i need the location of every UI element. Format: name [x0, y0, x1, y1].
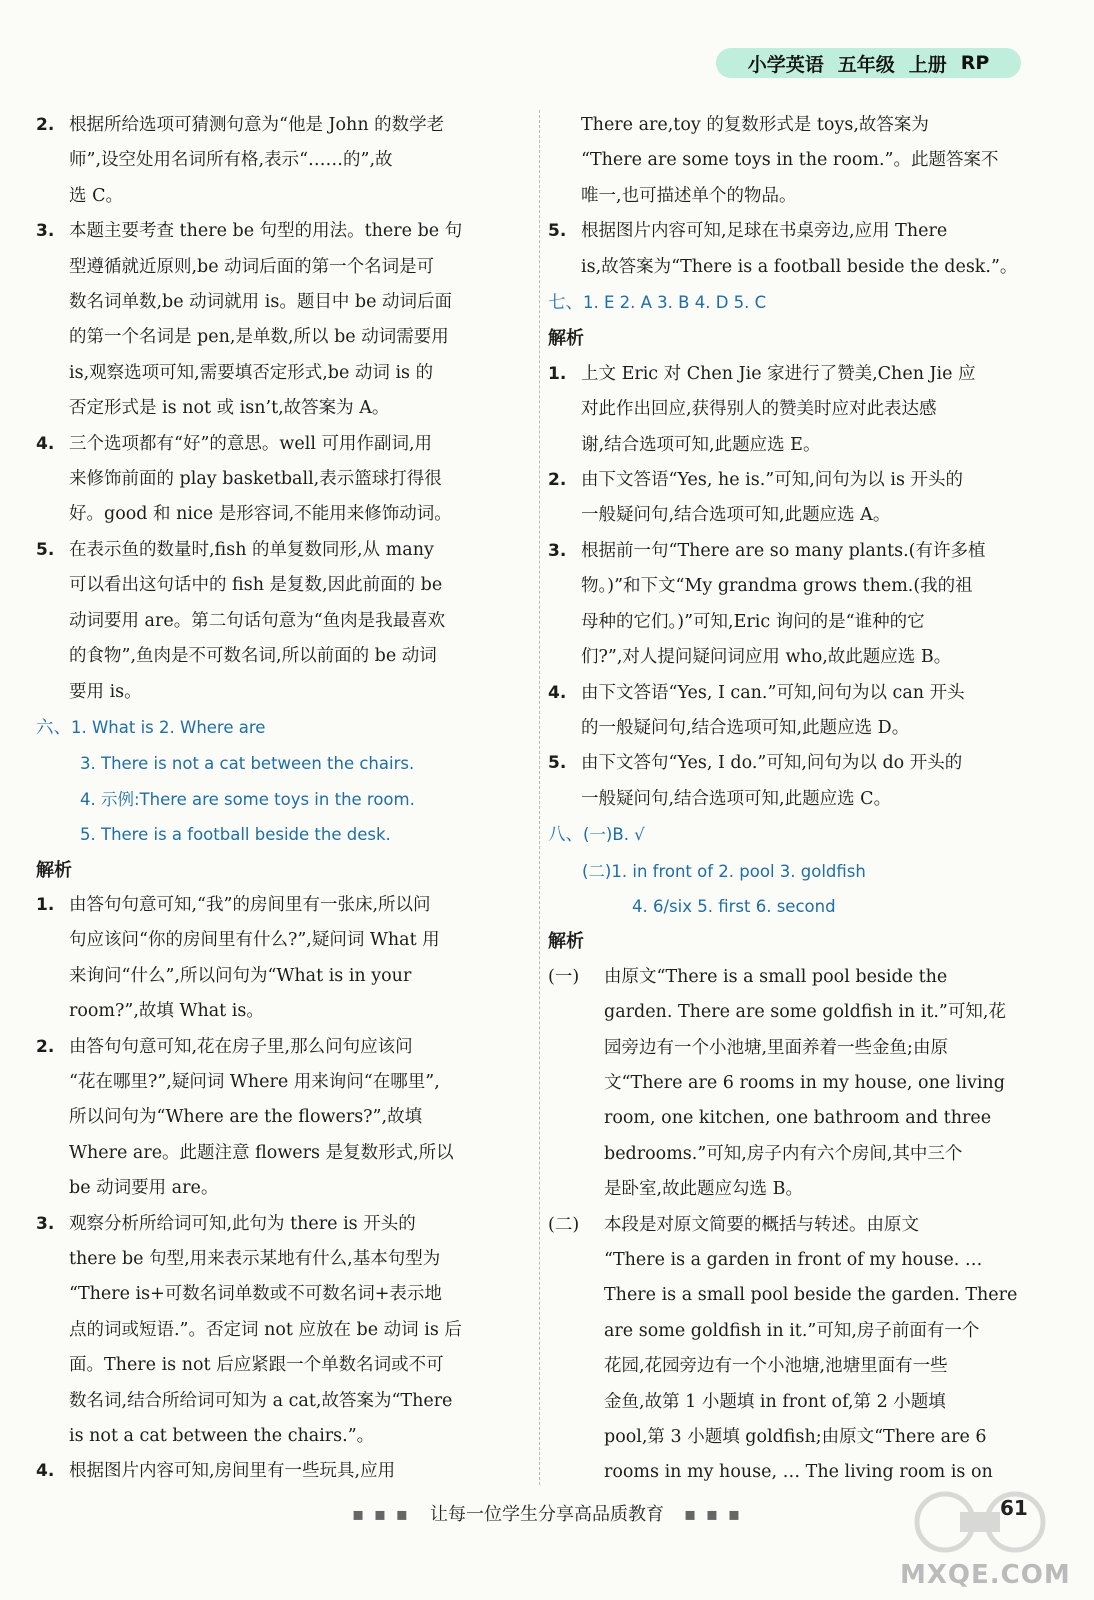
text-line: 母种的它们。)”可知,Eric 询问的是“谁种的它 [581, 611, 925, 632]
text-line: There is a small pool beside the garden. There [604, 1285, 1018, 1306]
text-line: be 动词要用 are。 [69, 1178, 219, 1199]
section-7-label: 七、 [548, 293, 583, 314]
right-explain-g2: (二) 本段是对原文简要的概括与转述。由原文 “There is a garden in front of my house. … There is a small pool beside the garden. There are some goldfish in it.”可知,房子前面有一个 花园,花园旁边有一个小池塘,池塘里面有一些 金鱼,故第 1 小题填 in front of,第 2 小题填 pool,第 3 小题填 goldfish;由原文“There are 6 rooms in my house, … The living room is on [548, 1208, 1030, 1491]
text-line: 本段是对原文简要的概括与转述。由原文 [604, 1214, 919, 1235]
text-block [69, 888, 518, 1030]
text-line: rooms in my house, … The living room is on [604, 1462, 993, 1483]
text-line: 要用 is。 [69, 681, 142, 702]
text-line: is not a cat between the chairs.”。 [69, 1426, 375, 1447]
right-explain-g1: (一) 由原文“There is a small pool beside the garden. There are some goldfish in it.”可知,花 园旁边有一个小池塘,里面养着一些金鱼;由原 文“There are 6 rooms in my house, one living room, one kitchen, one bathroom and three bedrooms.”可知,房子内有六个房间,其中三个 是卧室,故此题应勾选 B。 [548, 960, 1030, 1208]
text-line: 花园,花园旁边有一个小池塘,池塘里面有一些 [604, 1356, 948, 1377]
watermark-text: MXQE.COM [900, 1560, 1071, 1590]
right-explain-f1: 1. 上文 Eric 对 Chen Jie 家进行了赞美,Chen Jie 应 对此作出回应,获得别人的赞美时应对此表达感 谢,结合选项可知,此题应选 E。 [548, 357, 1030, 463]
watermark-logo-icon [900, 1482, 1060, 1562]
text-line: “There is a garden in front of my house. … [604, 1250, 983, 1270]
answer-line: 1. What is 2. Where are [71, 717, 266, 737]
text-line: 根据图片内容可知,房间里有一些玩具,应用 [69, 1461, 396, 1482]
answer-line: 4. 6/six 5. first 6. second [632, 896, 836, 916]
text-line: 选 C。 [69, 185, 123, 206]
text-line: 所以问句为“Where are the flowers?”,故填 [69, 1107, 423, 1128]
left-column [36, 108, 518, 1490]
right-explain-f2: 2. 由下文答语“Yes, he is.”可知,问句为以 is 开头的 一般疑问句,结合选项可知,此题应选 A。 [548, 463, 1030, 534]
text-block [69, 1030, 518, 1207]
right-explain-f5: 5. 由下文答句“Yes, I do.”可知,问句为以 do 开头的 一般疑问句,结合选项可知,此题应选 C。 [548, 746, 1030, 817]
answer-line: 5. There is a football beside the desk. [80, 825, 391, 845]
left-explain-2: 2. 由答句句意可知,花在房子里,那么问句应该问 “花在哪里?”,疑问词 Where 用来询问“在哪里”, 所以问句为“Where are the flowers?”,故填 Where are。此题注意 flowers 是复数形式,所以 be 动词要用 are。 [36, 1030, 518, 1207]
text-block [581, 534, 1030, 676]
answer-line: 4. 示例:There are some toys in the room. [80, 789, 415, 809]
footer-slogan: 让每一位学生分享高品质教育 [430, 1504, 664, 1525]
text-line: 由下文答语“Yes, he is.”可知,问句为以 is 开头的 [581, 470, 963, 491]
text-line: 的第一个名词是 pen,是单数,所以 be 动词需要用 [69, 327, 449, 348]
analysis-heading: 解析 [36, 859, 72, 881]
right-explain-f4: 4. 由下文答语“Yes, I can.”可知,问句为以 can 开头 的一般疑问句,结合选项可知,此题应选 D。 [548, 676, 1030, 747]
text-line: 对此作出回应,获得别人的赞美时应对此表达感 [581, 399, 937, 420]
text-line: 数名词单数,be 动词就用 is。题目中 be 动词后面 [69, 292, 453, 313]
left-item-5: 5. 在表示鱼的数量时,fish 的单复数同形,从 many 可以看出这句话中的 fish 是复数,因此前面的 be 动词要用 are。第二句话句意为“鱼肉是我最喜欢 的食物”,鱼肉是不可数名词,所以前面的 be 动词 要用 is。 [36, 533, 518, 710]
text-line: 三个选项都有“好”的意思。well 可用作副词,用 [69, 433, 433, 454]
header-grade: 五年级 [837, 53, 895, 76]
header-volume: 上册 [908, 53, 947, 76]
analysis-heading: 解析 [548, 328, 584, 350]
text-line: 动词要用 are。第二句话句意为“鱼肉是我最喜欢 [69, 610, 446, 631]
text-line: is,观察选项可知,需要填否定形式,be 动词 is 的 [69, 362, 434, 383]
right-explain-4-cont [548, 108, 1030, 214]
text-line: 文“There are 6 rooms in my house, one living [604, 1072, 1005, 1093]
footer-dots-left: ▪ ▪ ▪ [351, 1504, 410, 1525]
header-edition: RP [960, 52, 990, 74]
right-explain-f3: 3. 根据前一句“There are so many plants.(有许多植 物。)”和下文“My grandma grows them.(我的祖 母种的它们。)”可知,Eric 询问的是“谁种的它 们?”,对人提问疑问词应用 who,故此题应选 B。 [548, 534, 1030, 676]
text-block [69, 427, 518, 533]
text-line: 可以看出这句话中的 fish 是复数,因此前面的 be [69, 575, 443, 596]
section-6-answers [36, 710, 518, 853]
text-line: 谢,结合选项可知,此题应选 E。 [581, 434, 821, 455]
text-line: 师”,设空处用名词所有格,表示“……的”,故 [69, 150, 393, 171]
text-line: 一般疑问句,结合选项可知,此题应选 A。 [581, 505, 891, 526]
section-6-label: 六、 [36, 717, 71, 738]
text-line: 由下文答句“Yes, I do.”可知,问句为以 do 开头的 [581, 753, 963, 774]
text-block [69, 1207, 518, 1455]
text-line: 由原文“There is a small pool beside the [604, 966, 948, 987]
answer-line: (一)B. √ [583, 825, 645, 845]
text-block [604, 960, 1030, 1208]
text-line: 的一般疑问句,结合选项可知,此题应选 D。 [581, 717, 910, 738]
left-explain-4: 4. 根据图片内容可知,房间里有一些玩具,应用 [36, 1454, 518, 1489]
right-column [548, 108, 1030, 1491]
text-line: “There is+可数名词单数或不可数名词+表示地 [69, 1284, 442, 1305]
text-line: 句应该问“你的房间里有什么?”,疑问词 What 用 [69, 930, 440, 951]
left-item-4: 4. 三个选项都有“好”的意思。well 可用作副词,用 来修饰前面的 play basketball,表示篮球打得很 好。good 和 nice 是形容词,不能用来修饰动词。 [36, 427, 518, 533]
right-explain-5: 5. 根据图片内容可知,足球在书桌旁边,应用 There is,故答案为“There is a football beside the desk.”。 [548, 214, 1030, 285]
text-line: 是卧室,故此题应勾选 B。 [604, 1179, 803, 1200]
left-item-3: 3. 本题主要考查 there be 句型的用法。there be 句 型遵循就近原则,be 动词后面的第一个名词是可 数名词单数,be 动词就用 is。题目中 be 动词后面 的第一个名词是 pen,是单数,所以 be 动词需要用 is,观察选项可知,需要填否定形式,be 动词 is 的 否定形式是 is not 或 isn’t,故答案为 A。 [36, 214, 518, 426]
left-explain-3: 3. 观察分析所给词可知,此句为 there is 开头的 there be 句型,用来表示某地有什么,基本句型为 “There is+可数名词单数或不可数名词+表示地 点的词或短语.”。否定词 not 应放在 be 动词 is 后 面。There is not 后应紧跟一个单数名词或不可 数名词,结合所给词可知为 a cat,故答案为“There is not a cat between the chairs.”。 [36, 1207, 518, 1455]
text-line: 一般疑问句,结合选项可知,此题应选 C。 [581, 788, 892, 809]
text-line: 上文 Eric 对 Chen Jie 家进行了赞美,Chen Jie 应 [581, 363, 976, 384]
text-line: 园旁边有一个小池塘,里面养着一些金鱼;由原 [604, 1037, 948, 1058]
section-8-label: 八、 [548, 825, 583, 846]
left-item-2: 2. 根据所给选项可猜测句意为“他是 John 的数学老 师”,设空处用名词所有格,表示“……的”,故 选 C。 [36, 108, 518, 214]
analysis-heading: 解析 [548, 931, 584, 953]
text-block [581, 463, 1030, 534]
text-block [69, 533, 518, 710]
text-line: 由答句句意可知,“我”的房间里有一张床,所以问 [69, 894, 431, 915]
text-line: room?”,故填 What is。 [69, 1001, 264, 1022]
text-line: 来修饰前面的 play basketball,表示篮球打得很 [69, 469, 442, 490]
text-block [69, 1454, 518, 1489]
text-line: is,故答案为“There is a football beside the desk.”。 [581, 256, 1018, 277]
text-block [581, 746, 1030, 817]
text-block [581, 214, 1030, 285]
text-line: 在表示鱼的数量时,fish 的单复数同形,从 many [69, 539, 434, 560]
text-line: 面。There is not 后应紧跟一个单数名词或不可 [69, 1355, 444, 1376]
subject-header [716, 48, 1021, 78]
text-block [69, 108, 518, 214]
text-line: 唯一,也可描述单个的物品。 [581, 185, 797, 206]
text-line: 根据图片内容可知,足球在书桌旁边,应用 There [581, 221, 948, 242]
text-line: pool,第 3 小题填 goldfish;由原文“There are 6 [604, 1427, 987, 1448]
text-line: 来询问“什么”,所以问句为“What is in your [69, 965, 412, 986]
text-line: 点的词或短语.”。否定词 not 应放在 be 动词 is 后 [69, 1319, 462, 1340]
text-block [69, 214, 518, 426]
header-subject: 小学英语 [747, 53, 824, 76]
text-line: “There are some toys in the room.”。此题答案不 [581, 150, 999, 171]
answer-line: 1. E 2. A 3. B 4. D 5. C [583, 293, 767, 313]
text-line: bedrooms.”可知,房子内有六个房间,其中三个 [604, 1143, 963, 1164]
section-7-answers [548, 285, 1030, 321]
answer-line: (二)1. in front of 2. pool 3. goldfish [582, 861, 866, 881]
footer-dots-right: ▪ ▪ ▪ [684, 1504, 743, 1525]
text-line: 根据所给选项可猜测句意为“他是 John 的数学老 [69, 115, 445, 135]
text-block [581, 676, 1030, 747]
text-line: 本题主要考查 there be 句型的用法。there be 句 [69, 221, 463, 242]
text-line: are some goldfish in it.”可知,房子前面有一个 [604, 1320, 980, 1341]
text-line: 由下文答语“Yes, I can.”可知,问句为以 can 开头 [581, 682, 965, 703]
text-line: “花在哪里?”,疑问词 Where 用来询问“在哪里”, [69, 1071, 440, 1092]
text-line: Where are。此题注意 flowers 是复数形式,所以 [69, 1142, 454, 1163]
text-line: garden. There are some goldfish in it.”可知,花 [604, 1002, 1006, 1023]
text-line: There are,toy 的复数形式是 toys,故答案为 [581, 115, 929, 135]
text-block [581, 357, 1030, 463]
text-block [581, 108, 1030, 214]
text-line: 观察分析所给词可知,此句为 there is 开头的 [69, 1213, 416, 1234]
text-line: 们?”,对人提问疑问词应用 who,故此题应选 B。 [581, 647, 952, 668]
text-line: room, one kitchen, one bathroom and three [604, 1108, 992, 1129]
answer-line: 3. There is not a cat between the chairs. [80, 754, 415, 774]
text-line: there be 句型,用来表示某地有什么,基本句型为 [69, 1249, 441, 1269]
page-number: 61 [1000, 1496, 1028, 1520]
text-line: 金鱼,故第 1 小题填 in front of,第 2 小题填 [604, 1391, 946, 1412]
text-line: 数名词,结合所给词可知为 a cat,故答案为“There [69, 1390, 453, 1411]
text-block [604, 1208, 1030, 1491]
text-line: 好。good 和 nice 是形容词,不能用来修饰动词。 [69, 504, 452, 525]
left-explain-1: 1. 由答句句意可知,“我”的房间里有一张床,所以问 句应该问“你的房间里有什么?”,疑问词 What 用 来询问“什么”,所以问句为“What is in your room?”,故填 What is。 [36, 888, 518, 1030]
column-divider [539, 110, 540, 1485]
text-line: 的食物”,鱼肉是不可数名词,所以前面的 be 动词 [69, 646, 437, 667]
section-8-answers [548, 817, 1030, 924]
text-line: 根据前一句“There are so many plants.(有许多植 [581, 540, 986, 561]
text-line: 型遵循就近原则,be 动词后面的第一个名词是可 [69, 256, 435, 277]
text-line: 物。)”和下文“My grandma grows them.(我的祖 [581, 576, 973, 597]
text-line: 由答句句意可知,花在房子里,那么问句应该问 [69, 1036, 413, 1057]
text-line: 否定形式是 is not 或 isn’t,故答案为 A。 [69, 398, 390, 419]
